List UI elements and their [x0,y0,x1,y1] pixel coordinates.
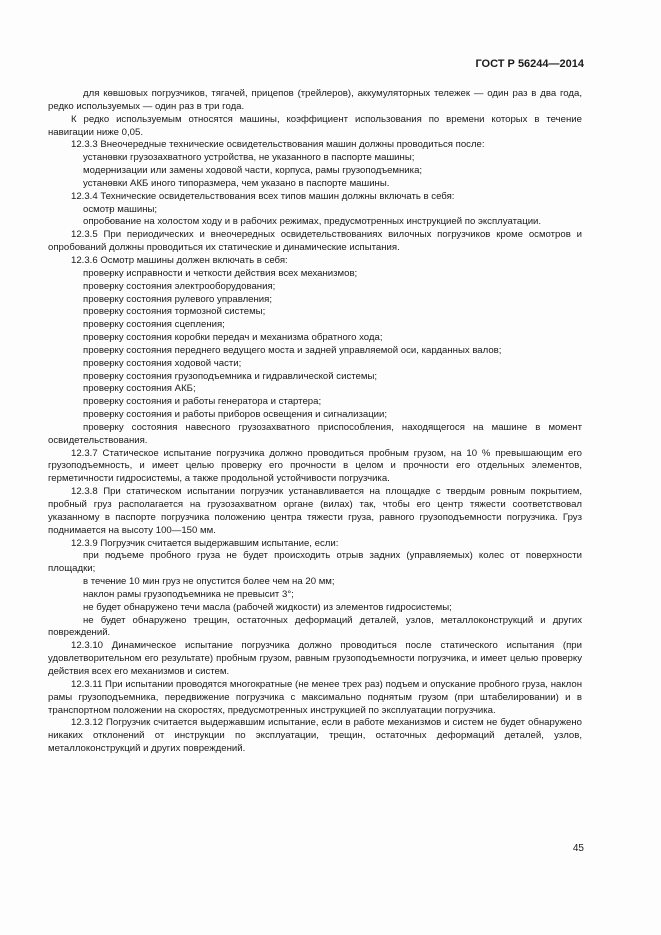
list-item: - наклон рамы грузоподъемника не превысит 3°; [48,589,582,602]
list-item: - проверку состояния ходовой части; [48,358,582,371]
list-item: - проверку состояния грузоподъемника и гидравлической системы; [48,371,582,384]
list-item: - не будет обнаружено трещин, остаточных деформаций деталей, узлов, металлоконструкций и других повреждений. [48,615,582,641]
list-item: - проверку состояния и работы приборов освещения и сигнализации; [48,409,582,422]
list-item: - проверку состояния тормозной системы; [48,306,582,319]
paragraph: 12.3.3 Внеочередные технические освидетельствования машин должны проводиться после: [71,139,485,151]
list-item: - проверку состояния навесного грузозахватного приспособления, находящегося на машине в момент освидетельствования. [48,422,582,448]
list-item: - модернизации или замены ходовой части, корпуса, рамы грузоподъемника; [48,165,582,178]
list-item: - не будет обнаружено течи масла (рабочей жидкости) из элементов гидросистемы; [48,602,582,615]
document-body [48,88,582,756]
list-item: - проверку состояния коробки передач и механизма обратного хода; [48,332,582,345]
list-item: - проверку состояния переднего ведущего моста и задней управляемой оси, карданных валов; [48,345,582,358]
standard-header: ГОСТ Р 56244—2014 [475,58,584,70]
list-item: - осмотр машины; [48,204,582,217]
list-item: - в течение 10 мин груз не опустится более чем на 20 мм; [48,576,582,589]
list-item: - установки грузозахватного устройства, не указанного в паспорте машины; [48,152,582,165]
list-item: - проверку исправности и четкости действия всех механизмов; [48,268,582,281]
list-item: - для ковшовых погрузчиков, тягачей, прицепов (трейлеров), аккумуляторных тележек — один раз в два года, редко используемых — один раз в три года. [48,88,582,114]
paragraph: 12.3.8 При статическом испытании погрузчик устанавливается на площадке с твердым ровным покрытием, пробный груз располагается на грузозахватном органе (вилах) так, чтобы его центр тяжести соответствовал указанному в паспорте погрузчика положению центра тяжести груза, равного грузоподъемности погрузчика. Груз поднимается на высоту 100—150 мм. [48,486,582,536]
list-item: - при подъеме пробного груза не будет происходить отрыв задних (управляемых) колес от поверхности площадки; [48,550,582,576]
page-number: 45 [572,843,584,854]
list-item: - проверку состояния и работы генератора и стартера; [48,396,582,409]
list-item: - проверку состояния АКБ; [48,383,582,396]
paragraph: 12.3.11 При испытании проводятся многократные (не менее трех раз) подъем и опускание пробного груза, наклон рамы грузоподъемника, передвижение погрузчика с максимально поднятым грузом (при штабелировании) и в транспортном положении на скоростях, предусмотренных инструкцией по эксплуатации погрузчика. [48,678,582,716]
paragraph: 12.3.9 Погрузчик считается выдержавшим испытание, если: [71,537,339,549]
paragraph: 12.3.7 Статическое испытание погрузчика должно проводиться пробным грузом, на 10 % превышающим его грузоподъемность, и имеет целью проверку его прочности в целом и прочности его отдельных элементов, герметичности гидросистемы, а также продольной устойчивости погрузчика. [48,447,582,485]
paragraph: К редко используемым относятся машины, коэффициент использования по времени которых в течение навигации ниже 0,05. [48,113,582,138]
list-item: - проверку состояния рулевого управления; [48,294,582,307]
paragraph: 12.3.4 Технические освидетельствования всех типов машин должны включать в себя: [71,190,455,202]
paragraph: 12.3.10 Динамическое испытание погрузчика должно проводиться после статического испытания (при удовлетворительном его результате) пробным грузом, равным грузоподъемности погрузчика, и имеет целью проверку действия всех его механизмов и систем. [48,640,582,677]
paragraph: 12.3.6 Осмотр машины должен включать в себя: [71,254,288,266]
list-item: - опробование на холостом ходу и в рабочих режимах, предусмотренных инструкцией по эксплуатации. [48,216,582,229]
paragraph: 12.3.5 При периодических и внеочередных освидетельствованиях вилочных погрузчиков кроме осмотров и опробований должны проводиться их статические и динамические испытания. [48,229,582,254]
paragraph: 12.3.12 Погрузчик считается выдержавшим испытание, если в работе механизмов и систем не будет обнаружено никаких отклонений от инструкции по эксплуатации, трещин, остаточных деформаций деталей, узлов, металлоконструкций и других повреждений. [48,717,582,755]
list-item: - проверку состояния сцепления; [48,319,582,332]
list-item: - проверку состояния электрооборудования; [48,281,582,294]
list-item: - установки АКБ иного типоразмера, чем указано в паспорте машины. [48,178,582,191]
